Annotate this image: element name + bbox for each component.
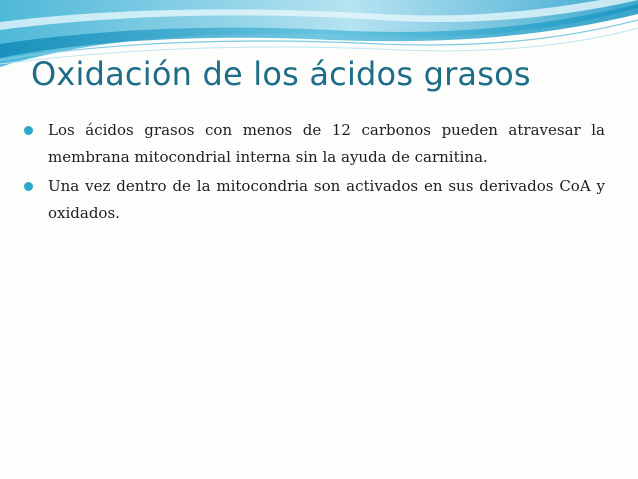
bullet-text: Una vez dentro de la mitocondria son activados en sus derivados CoA y oxidados. [48, 177, 605, 222]
bullet-item [22, 117, 605, 170]
bullet-item [22, 173, 605, 226]
bullet-list [22, 117, 605, 229]
bullet-marker-icon [24, 182, 33, 191]
bullet-marker-icon [24, 126, 33, 135]
slide-title: Oxidación de los ácidos grasos [31, 55, 531, 93]
bullet-text: Los ácidos grasos con menos de 12 carbonos pueden atravesar la membrana mitocondrial interna sin la ayuda de carnitina. [48, 121, 605, 166]
